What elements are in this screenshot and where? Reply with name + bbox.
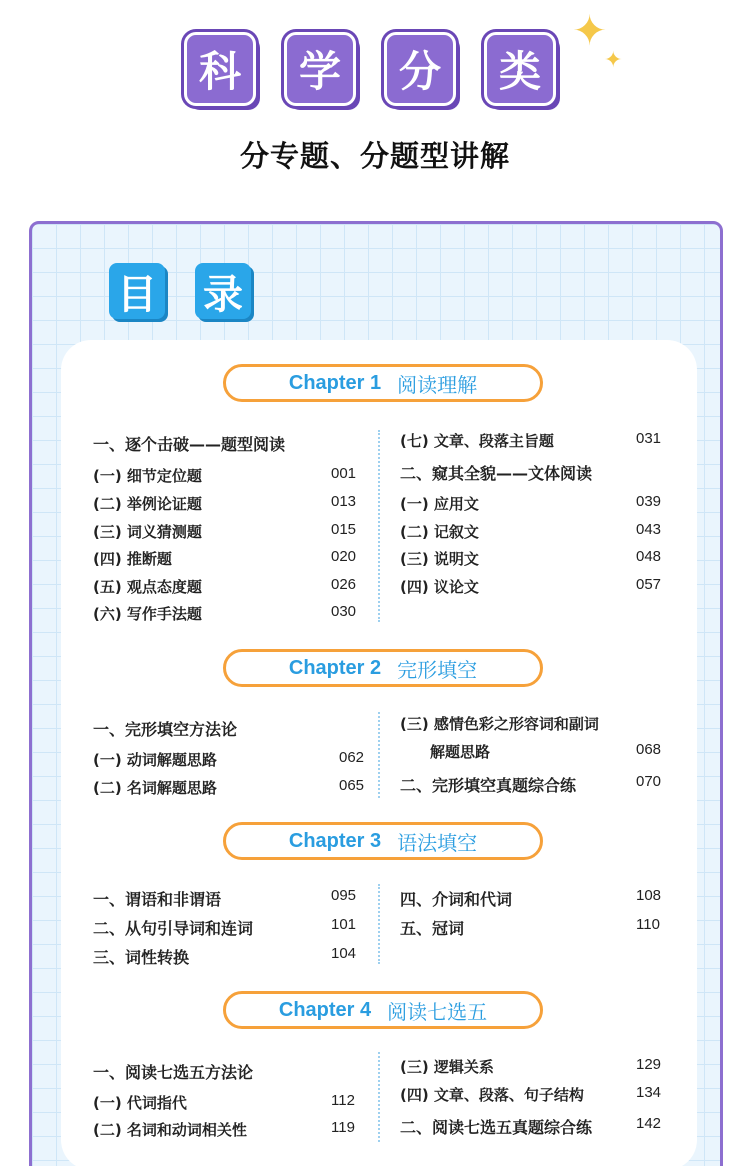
toc-entry-label: (四) 议论文 [400, 578, 479, 596]
toc-entry-page: 129 [636, 1056, 662, 1073]
chapter-1-heading [223, 364, 543, 402]
toc-entry-label: 二、阅读七选五真题综合练 [400, 1118, 593, 1137]
chapter-4-heading [223, 991, 543, 1029]
toc-entry-label: (三) 说明文 [400, 550, 479, 568]
toc-entry-page: 134 [636, 1084, 662, 1101]
toc-entry-label: 三、词性转换 [93, 948, 190, 967]
toc-entry-page: 108 [636, 887, 662, 904]
chapter-number: Chapter 4 [278, 998, 372, 1021]
chapter-name: 阅读七选五 [387, 999, 488, 1024]
toc-entry-label: (一) 动词解题思路 [93, 751, 217, 769]
toc-entry-page: 101 [331, 916, 357, 933]
toc-entry-label: (二) 名词和动词相关性 [93, 1121, 247, 1139]
chapter-name: 语法填空 [397, 830, 478, 855]
toc-entry-page: 057 [636, 576, 662, 593]
title-tile: 类 [484, 32, 556, 106]
chapter-2-heading [223, 649, 543, 687]
toc-entry-label: 一、逐个击破——题型阅读 [93, 435, 286, 454]
header-tiles [0, 32, 750, 112]
toc-entry-label: (一) 代词指代 [93, 1094, 187, 1112]
toc-entry-label: (二) 名词解题思路 [93, 779, 217, 797]
title-tile: 学 [284, 32, 356, 106]
toc-entry-label: (二) 记叙文 [400, 523, 479, 541]
toc-entry-label: (三) 词义猜测题 [93, 523, 202, 541]
toc-entry-label: (五) 观点态度题 [93, 578, 202, 596]
toc-entry-label: 一、阅读七选五方法论 [93, 1063, 254, 1082]
toc-entry-page: 030 [331, 603, 357, 620]
subtitle: 分专题、分题型讲解 [239, 139, 510, 173]
toc-entry-page: 104 [331, 945, 357, 962]
toc-entry-page: 070 [636, 773, 662, 790]
toc-entry-page: 119 [331, 1119, 355, 1136]
sparkle-icon: ✦ [572, 6, 608, 55]
toc-entry-label: 五、冠词 [400, 919, 465, 938]
toc-entry-page: 112 [331, 1092, 355, 1109]
chapter-name: 完形填空 [397, 657, 478, 682]
toc-entry-page: 065 [339, 777, 365, 794]
toc-entry-label: (一) 应用文 [400, 495, 479, 513]
toc-entry-label: 二、窥其全貌——文体阅读 [400, 464, 593, 483]
toc-entry-page: 095 [331, 887, 357, 904]
column-divider [378, 712, 380, 798]
chapter-number: Chapter 2 [288, 656, 382, 679]
chapter-name: 阅读理解 [397, 372, 478, 397]
sparkle-icon: ✦ [604, 48, 623, 73]
toc-entry-page: 031 [636, 430, 662, 447]
toc-entry-label: (三) 感情色彩之形容词和副词 [400, 715, 599, 733]
toc-entry-label: 二、从句引导词和连词 [93, 919, 254, 938]
toc-title-tile: 目 [109, 263, 165, 319]
toc-entry-page: 039 [636, 493, 662, 510]
chapter-number: Chapter 1 [288, 371, 382, 394]
toc-entry-page: 001 [331, 465, 357, 482]
toc-entry-label: (四) 文章、段落、句子结构 [400, 1086, 584, 1104]
toc-entry-label: 四、介词和代词 [400, 890, 513, 909]
toc-entry-label: (一) 细节定位题 [93, 467, 202, 485]
toc-entry-page: 043 [636, 521, 662, 538]
title-tile: 分 [384, 32, 456, 106]
column-divider [378, 1052, 380, 1142]
title-tile: 科 [184, 32, 256, 106]
toc-entry-page: 142 [636, 1115, 662, 1132]
toc-entry-label: (四) 推断题 [93, 550, 172, 568]
toc-entry-page: 020 [331, 548, 357, 565]
toc-entry-label: (三) 逻辑关系 [400, 1058, 494, 1076]
toc-title-tile: 录 [195, 263, 251, 319]
column-divider [378, 430, 380, 622]
chapter-3-heading [223, 822, 543, 860]
toc-entry-page: 062 [339, 749, 365, 766]
toc-entry-page: 110 [636, 916, 660, 933]
chapter-number: Chapter 3 [288, 829, 382, 852]
toc-entry-page: 068 [636, 741, 662, 758]
toc-entry-label: 解题思路 [430, 743, 491, 761]
toc-entry-page: 013 [331, 493, 357, 510]
toc-entry-label: 一、完形填空方法论 [93, 720, 238, 739]
toc-entry-page: 026 [331, 576, 357, 593]
toc-entry-label: (七) 文章、段落主旨题 [400, 432, 554, 450]
toc-entry-label: (二) 举例论证题 [93, 495, 202, 513]
toc-entry-page: 015 [331, 521, 357, 538]
toc-entry-label: 一、谓语和非谓语 [93, 890, 222, 909]
toc-entry-label: 二、完形填空真题综合练 [400, 776, 577, 795]
column-divider [378, 884, 380, 964]
toc-entry-page: 048 [636, 548, 662, 565]
toc-entry-label: (六) 写作手法题 [93, 605, 202, 623]
